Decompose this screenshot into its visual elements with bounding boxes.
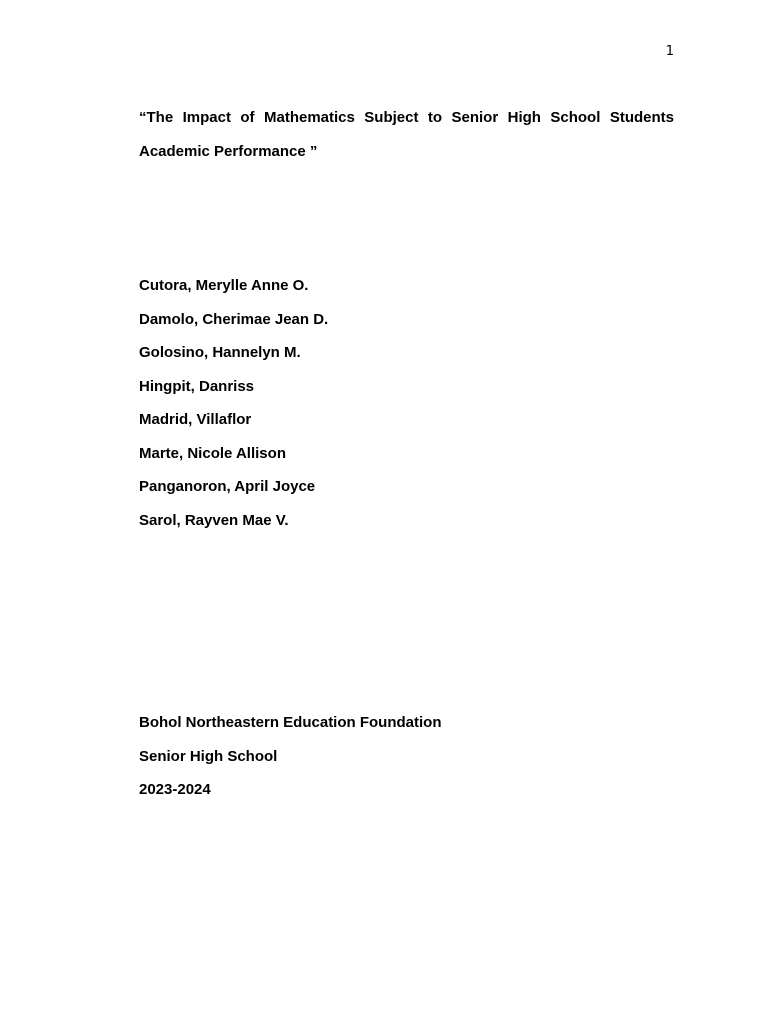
institution-name: Bohol Northeastern Education Foundation [139, 714, 442, 731]
author-name: Cutora, Merylle Anne O. [139, 277, 309, 294]
author-name: Panganoron, April Joyce [139, 478, 316, 495]
paper-title: “The Impact of Mathematics Subject to Senior High School Students Academic Performance ” [139, 109, 674, 160]
author-name: Marte, Nicole Allison [139, 444, 286, 462]
author-list [139, 269, 328, 537]
author-name: Damolo, Cherimae Jean D. [139, 310, 329, 328]
page-number: 1 [665, 44, 674, 59]
institution-block [139, 706, 442, 807]
author-name: Madrid, Villaflor [139, 411, 252, 428]
author-name: Sarol, Rayven Mae V. [139, 511, 289, 529]
author-name: Golosino, Hannelyn M. [139, 344, 301, 361]
school-year: 2023-2024 [139, 781, 211, 798]
department-name: Senior High School [139, 747, 278, 765]
author-name: Hingpit, Danriss [139, 377, 255, 395]
